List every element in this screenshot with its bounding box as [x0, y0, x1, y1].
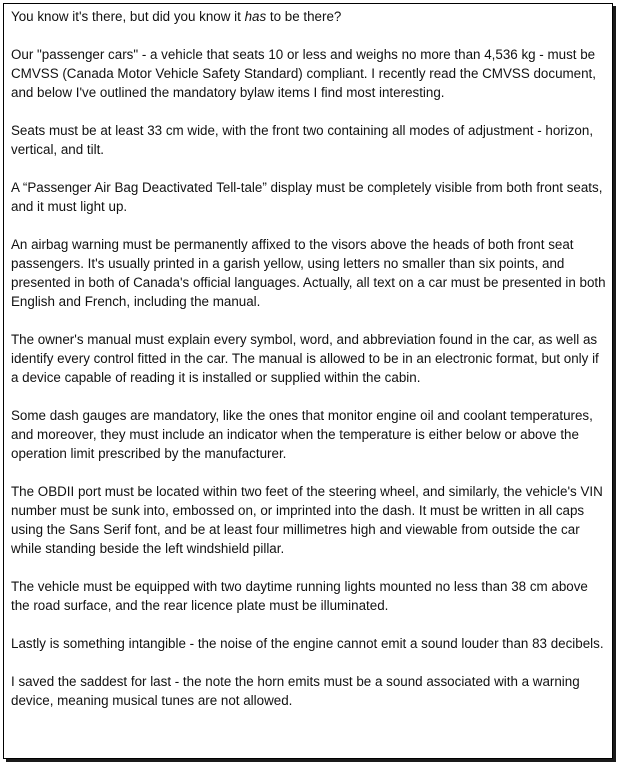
intro-emphasis: has [244, 9, 267, 24]
paragraph-owners-manual: The owner's manual must explain every symbol, word, and abbreviation found in the car, as well as identify every control fitted in the car. The manual is allowed to be in an electronic format, but only if a device capable of reading it is installed or supplied within the cabin. [11, 332, 599, 385]
article-frame [3, 3, 613, 759]
paragraph-dash-gauges: Some dash gauges are mandatory, like the ones that monitor engine oil and coolant temperatures, and moreover, they must include an indicator when the temperature is either below or above the operation limit prescribed by the manufacturer. [11, 408, 593, 461]
paragraph-airbag-telltale: A “Passenger Air Bag Deactivated Tell-tale” display must be completely visible from both front seats, and it must light up. [11, 180, 603, 214]
paragraph-passenger-cars: Our "passenger cars" - a vehicle that seats 10 or less and weighs no more than 4,536 kg - must be CMVSS (Canada Motor Vehicle Safety Standard) compliant. I recently read the CMVSS document, and below I've outlined the mandatory bylaw items I find most interesting. [11, 47, 597, 100]
paragraph-seats: Seats must be at least 33 cm wide, with the front two containing all modes of adjustment - horizon, vertical, and tilt. [11, 123, 594, 157]
paragraph-obdii-vin: The OBDII port must be located within two feet of the steering wheel, and similarly, the vehicle's VIN number must be sunk into, embossed on, or imprinted into the dash. It must be written in all caps using the Sans Serif font, and be at least four millimetres high and viewable from outside the car while standing beside the left windshield pillar. [11, 484, 603, 556]
intro-paragraph [11, 7, 606, 26]
intro-prefix: You know it's there, but did you know it [11, 9, 245, 24]
article-body [4, 4, 612, 710]
paragraph-horn: I saved the saddest for last - the note the horn emits must be a sound associated with a warning device, meaning musical tunes are not allowed. [11, 674, 580, 708]
paragraph-running-lights: The vehicle must be equipped with two daytime running lights mounted no less than 38 cm above the road surface, and the rear licence plate must be illuminated. [11, 579, 588, 613]
paragraph-airbag-warning: An airbag warning must be permanently affixed to the visors above the heads of both front seat passengers. It's usually printed in a garish yellow, using letters no smaller than six points, and presented in both of Canada's official languages. Actually, all text on a car must be presented in both English and French, including the manual. [11, 237, 606, 309]
intro-suffix: to be there? [266, 9, 342, 24]
paragraph-engine-noise: Lastly is something intangible - the noise of the engine cannot emit a sound louder than 83 decibels. [11, 636, 604, 651]
